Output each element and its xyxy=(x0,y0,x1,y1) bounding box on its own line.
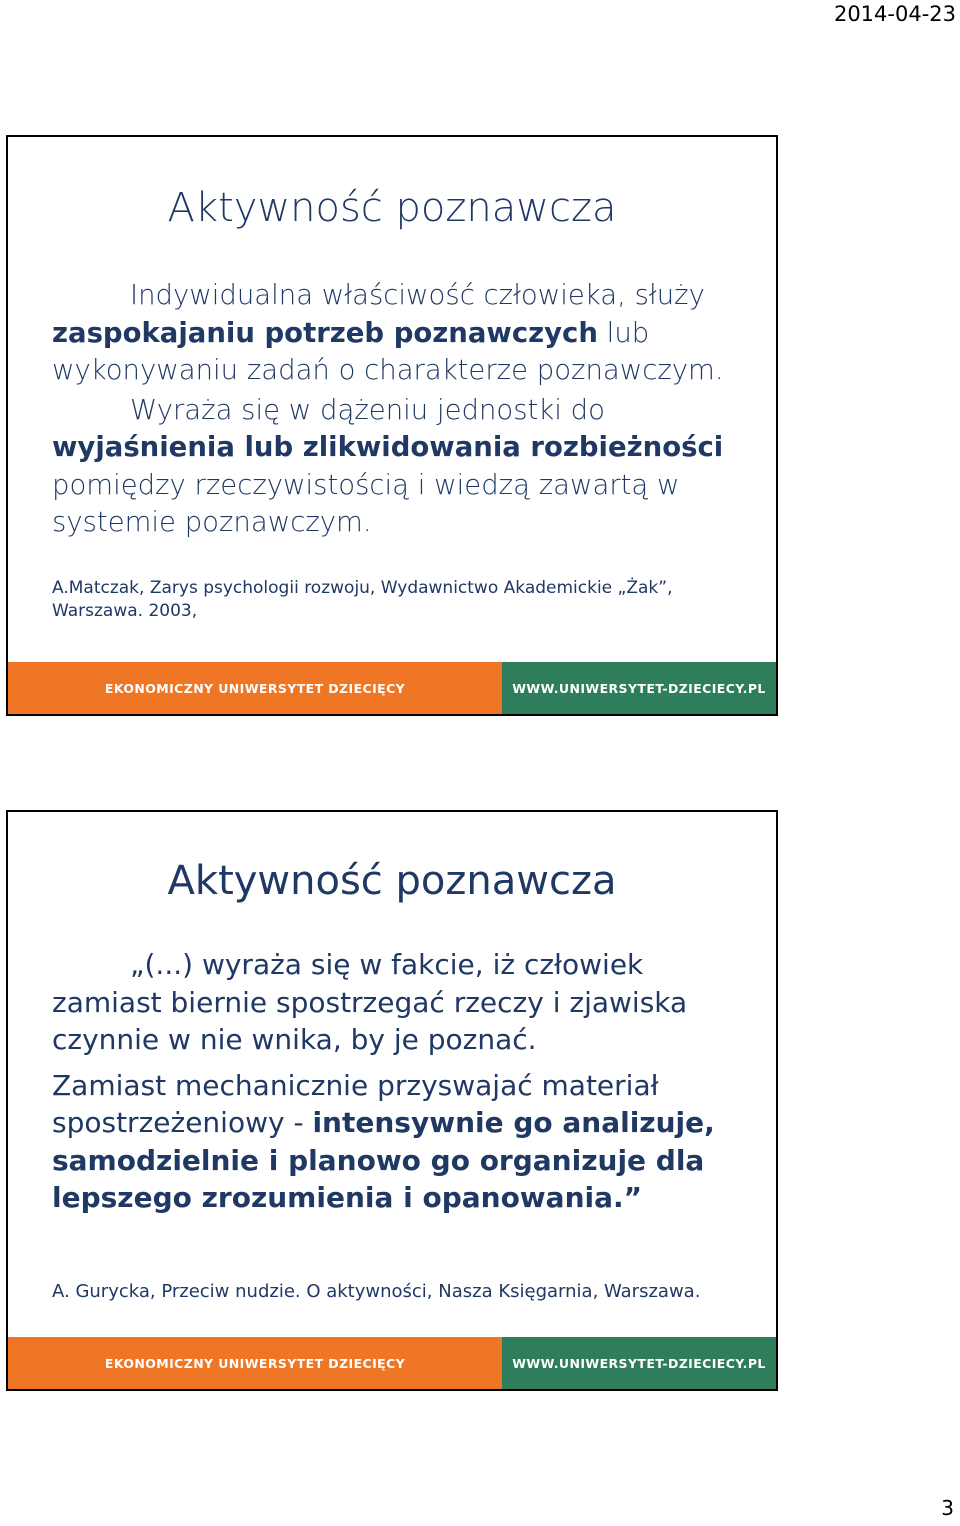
text-run-bold: zaspokajaniu potrzeb poznawczych xyxy=(52,316,598,349)
text-run-bold: intensywnie go analizuje, samodzielnie i planowo go organizuje dla lepszego zrozumienia i opanowania.” xyxy=(52,1106,715,1214)
slide-body xyxy=(52,277,752,542)
citation: A.Matczak, Zarys psychologii rozwoju, Wydawnictwo Akademickie „Żak”, Warszawa. 2003, xyxy=(52,578,673,621)
footer-website: WWW.UNIWERSYTET-DZIECIECY.PL xyxy=(502,662,776,714)
slide-title: Aktywność poznawcza xyxy=(167,858,617,904)
text-run: „(...) wyraża się w fakcie, iż człowiek zamiast biernie spostrzegać rzeczy i zjawiska czynnie w nie wnika, by je poznać. xyxy=(52,948,688,1056)
text-run-bold: wyjaśnienia lub zlikwidowania rozbieżności xyxy=(52,431,724,463)
slide-body xyxy=(52,946,752,1217)
footer-brand: EKONOMICZNY UNIWERSYTET DZIECIĘCY xyxy=(8,1337,502,1389)
citation: A. Gurycka, Przeciw nudzie. O aktywności, Nasza Księgarnia, Warszawa. xyxy=(52,1281,701,1302)
text-run: Wyraża się w dążeniu jednostki do xyxy=(130,393,605,426)
body-paragraph xyxy=(52,392,752,542)
page-date: 2014-04-23 xyxy=(833,2,956,26)
slide-2 xyxy=(6,810,778,1391)
slide-1 xyxy=(6,135,778,716)
body-paragraph xyxy=(52,946,752,1059)
page-number: 3 xyxy=(941,1496,954,1520)
body-paragraph xyxy=(52,277,752,390)
text-run: lub wykonywaniu zadań o charakterze poznawczym. xyxy=(52,316,724,386)
slide-footer xyxy=(8,662,776,714)
body-paragraph xyxy=(52,1067,752,1217)
slide-title: Aktywność poznawcza xyxy=(167,185,617,231)
text-run: Zamiast mechanicznie przyswajać materiał spostrzeżeniowy - xyxy=(52,1068,659,1139)
text-run: Indywidualna właściwość człowieka, służy xyxy=(130,279,705,311)
slide-footer xyxy=(8,1337,776,1389)
footer-website: WWW.UNIWERSYTET-DZIECIECY.PL xyxy=(502,1337,776,1389)
text-run: pomiędzy rzeczywistością i wiedzą zawartą w systemie poznawczym. xyxy=(52,468,680,538)
footer-brand: EKONOMICZNY UNIWERSYTET DZIECIĘCY xyxy=(8,662,502,714)
